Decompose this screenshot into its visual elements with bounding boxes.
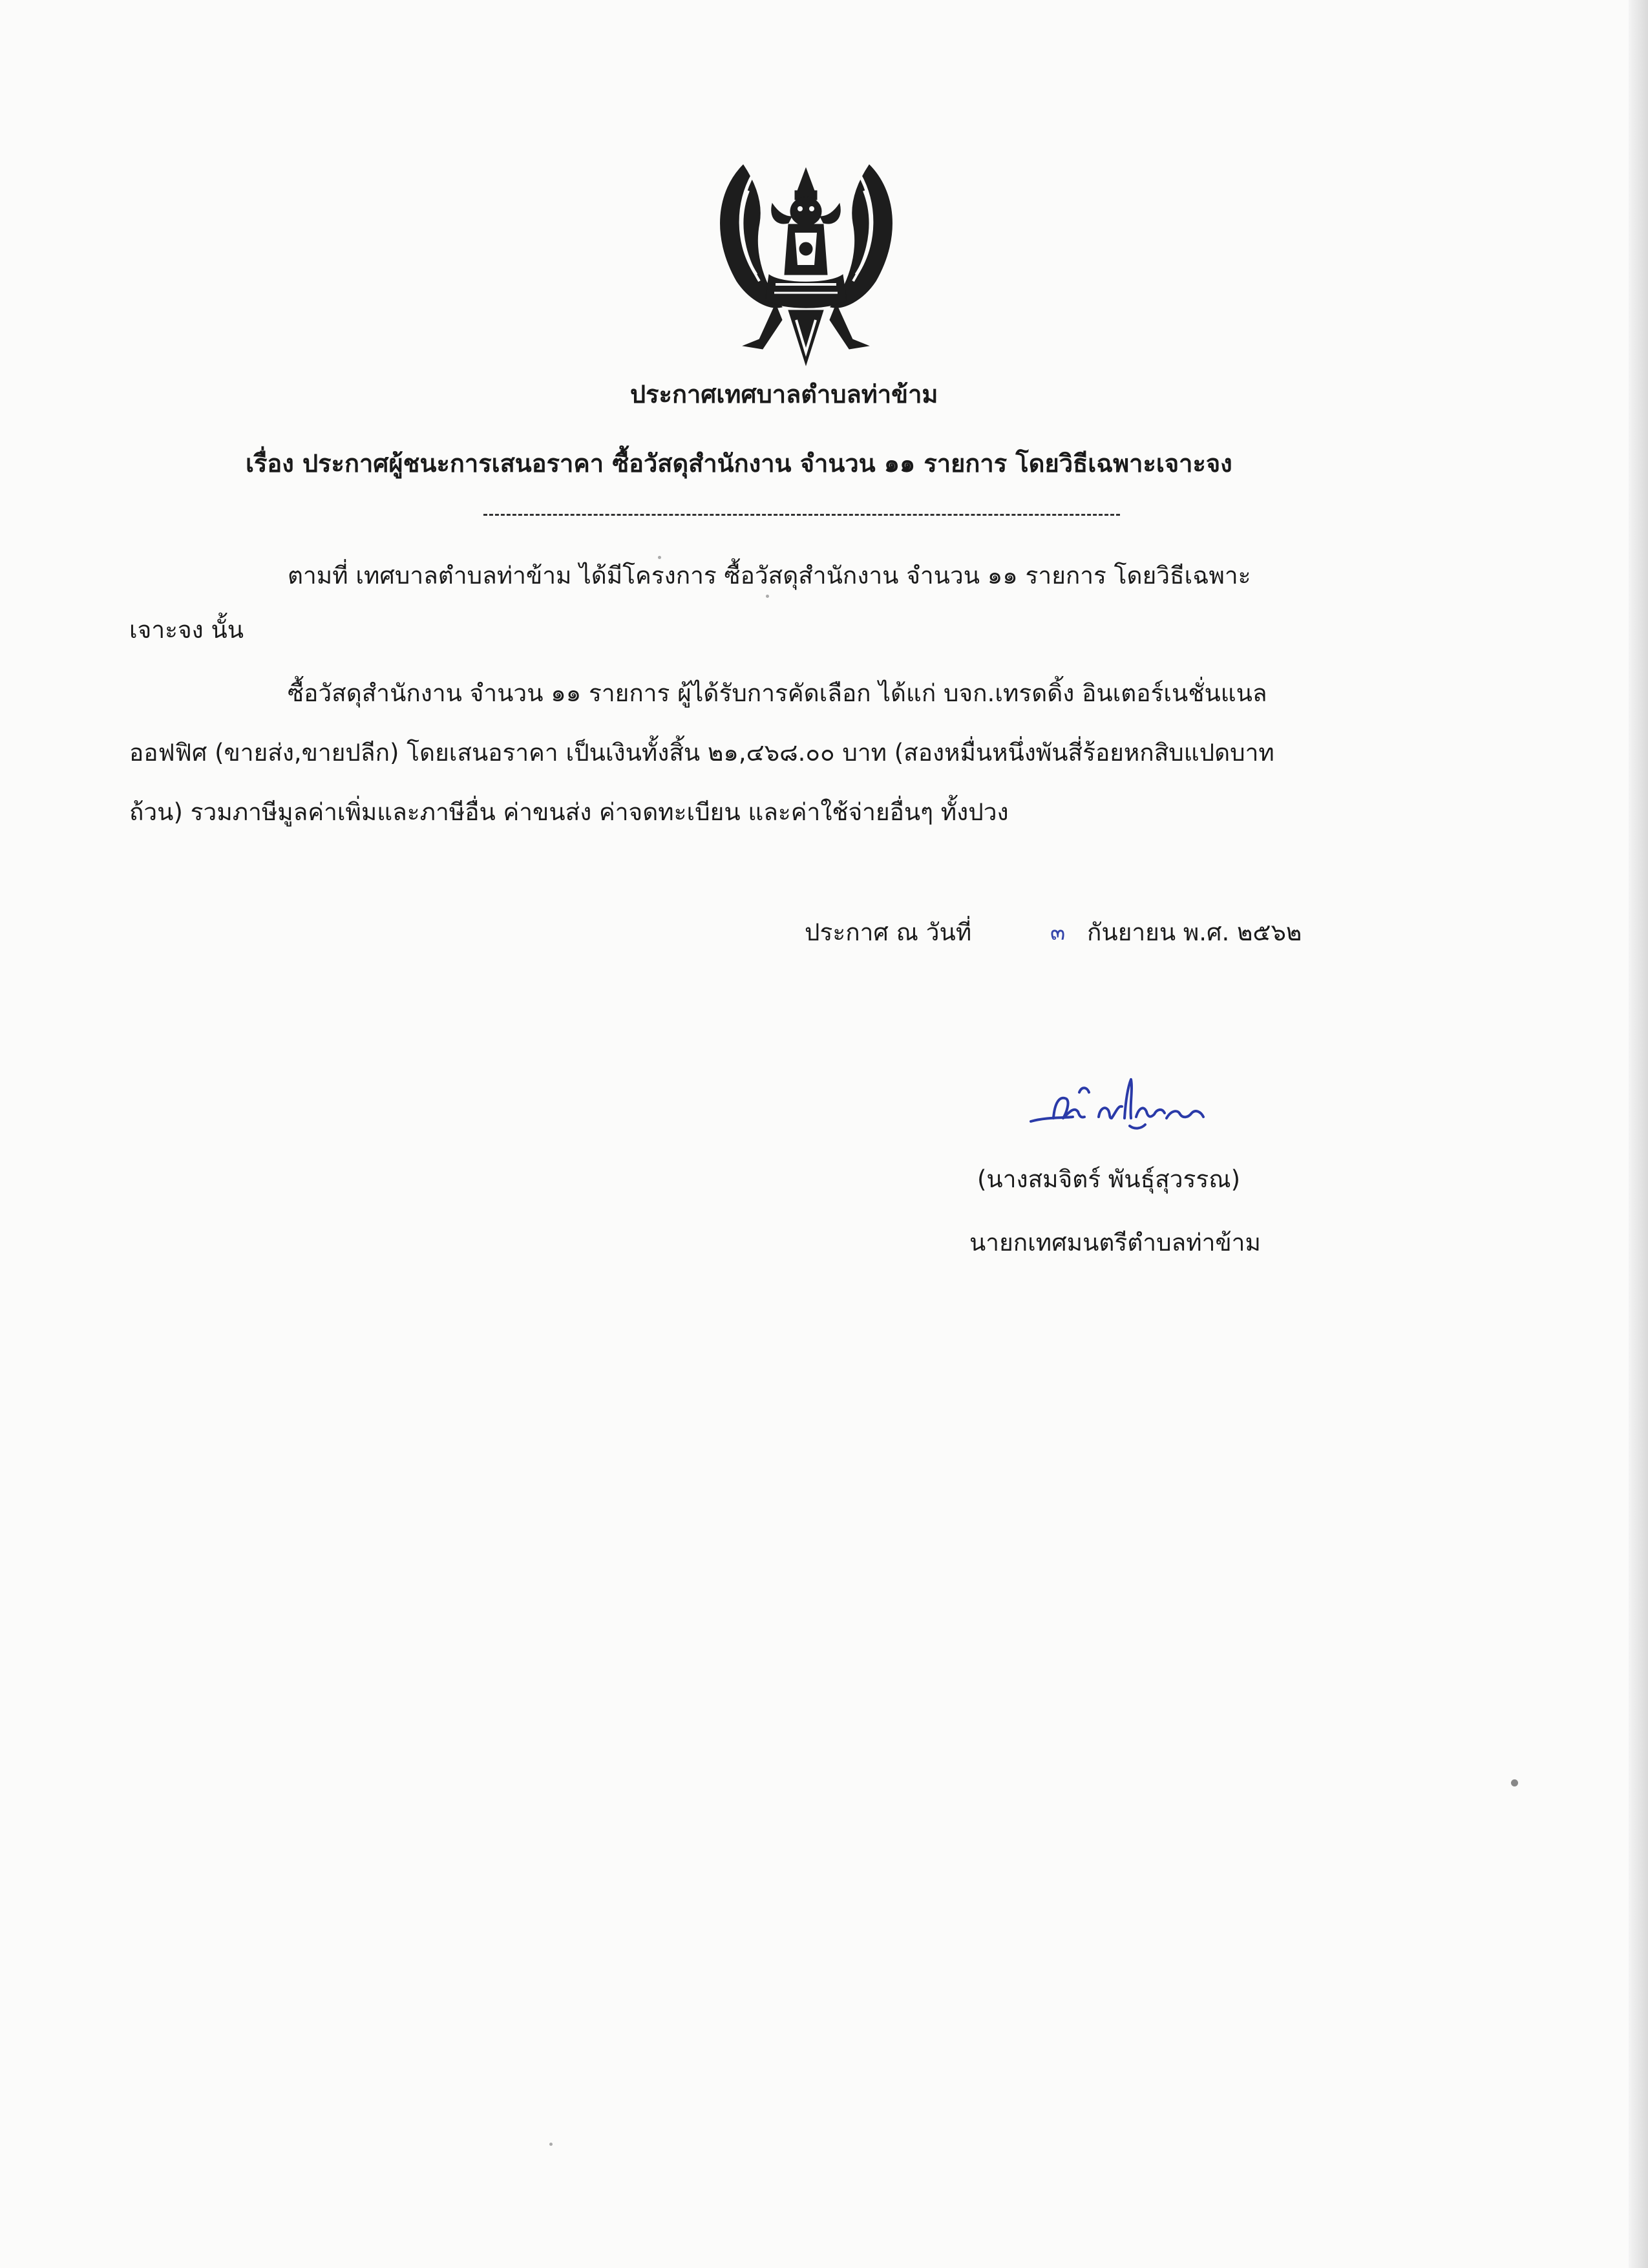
paragraph2-line3: ถ้วน) รวมภาษีมูลค่าเพิ่มและภาษีอื่น ค่าขนส่ง ค่าจดทะเบียน และค่าใช้จ่ายอื่นๆ ทั้งปวง xyxy=(129,798,1009,826)
paragraph1-line2: เจาะจง นั้น xyxy=(129,616,244,644)
date-label: ประกาศ ณ วันที่ xyxy=(805,918,972,946)
scan-speck xyxy=(549,2143,553,2146)
date-day: ๓ xyxy=(1050,920,1066,946)
date-month-year: กันยายน พ.ศ. ๒๕๖๒ xyxy=(1087,918,1302,946)
scan-speck xyxy=(1511,1779,1518,1786)
subject-line: เรื่อง ประกาศผู้ชนะการเสนอราคา ซื้อวัสดุสำนักงาน จำนวน ๑๑ รายการ โดยวิธีเฉพาะเจาะจง xyxy=(246,449,1232,478)
scan-speck xyxy=(658,556,661,559)
organization-title: ประกาศเทศบาลตำบลท่าข้าม xyxy=(630,380,938,408)
scan-speck xyxy=(766,595,769,598)
paragraph2-line1: ซื้อวัสดุสำนักงาน จำนวน ๑๑ รายการ ผู้ได้รับการคัดเลือก ได้แก่ บจก.เทรดดิ้ง อินเตอร์เนชั่นแนล xyxy=(288,679,1267,707)
scan-edge xyxy=(1629,0,1648,2268)
signatory-position: นายกเทศมนตรีตำบลท่าข้าม xyxy=(969,1229,1261,1256)
paragraph1-line1: ตามที่ เทศบาลตำบลท่าข้าม ได้มีโครงการ ซื้อวัสดุสำนักงาน จำนวน ๑๑ รายการ โดยวิธีเฉพาะ xyxy=(288,562,1251,589)
dashed-separator xyxy=(483,514,1120,516)
paragraph2-line2: ออฟฟิศ (ขายส่ง,ขายปลีก) โดยเสนอราคา เป็นเงินทั้งสิ้น ๒๑,๔๖๘.๐๐ บาท (สองหมื่นหนึ่งพันสี่ร้อยหกสิบแปดบาท xyxy=(129,739,1274,767)
signatory-name: (นางสมจิตร์ พันธุ์สุวรรณ) xyxy=(977,1165,1241,1193)
handwritten-signature xyxy=(1028,1066,1221,1138)
garuda-emblem xyxy=(698,152,914,375)
